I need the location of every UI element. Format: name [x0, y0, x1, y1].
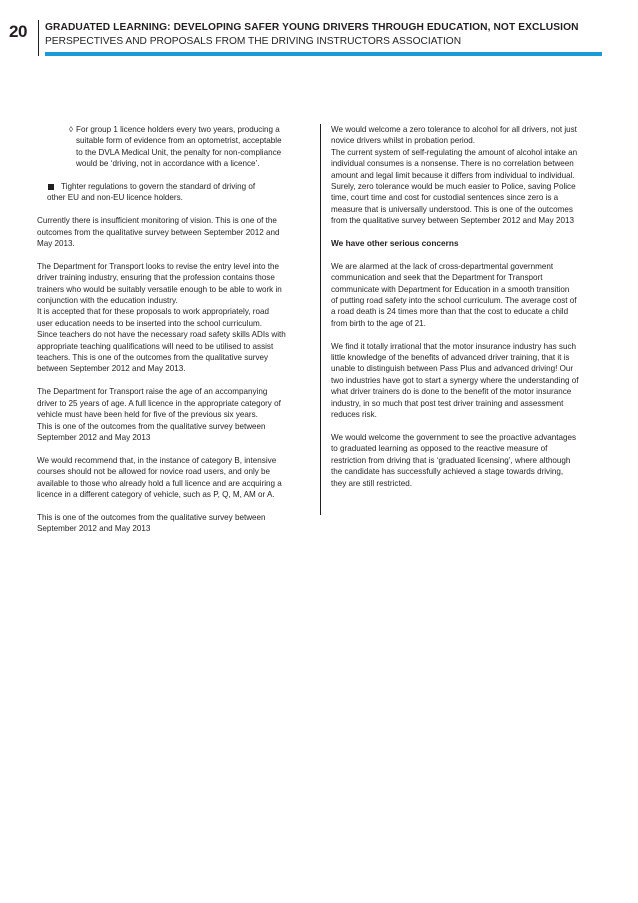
- text-line: a road death is 24 times more than that the cost to educate a child: [331, 307, 569, 317]
- paragraph: [37, 386, 309, 443]
- text-line: suitable form of evidence from an optometrist, acceptable: [76, 136, 282, 146]
- text-line: driver training industry, ensuring that the profession contains those: [37, 273, 275, 283]
- text-line: from birth to the age of 21.: [331, 318, 426, 328]
- text-line: The Department for Transport raise the age of an accompanying: [37, 387, 268, 397]
- section-heading: We have other serious concerns: [331, 238, 459, 249]
- text-line: Surely, zero tolerance would be much easier to Police, saving Police: [331, 182, 576, 192]
- text-line: May 2013.: [37, 239, 75, 249]
- paragraph: [331, 124, 603, 227]
- text-line: For group 1 licence holders every two years, producing a: [76, 125, 280, 134]
- square-bullet-item: [37, 181, 309, 204]
- text-line: they are still restricted.: [331, 478, 412, 488]
- text-line: Since teachers do not have the necessary road safety skills ADIs with: [37, 330, 286, 340]
- text-line: would be ‘driving, not in accordance with a licence’.: [76, 159, 260, 169]
- text-line: to graduated learning as opposed to the reactive measure of: [331, 444, 548, 454]
- text-line: This is one of the outcomes from the qualitative survey between: [37, 421, 266, 431]
- left-column: [37, 124, 309, 546]
- column-divider: [320, 124, 321, 515]
- text-line: courses should not be allowed for novice road users, and only be: [37, 467, 271, 477]
- text-line: vehicle must have been held for five of the previous six years.: [37, 410, 258, 420]
- text-line: little knowledge of the benefits of advanced driver training, that it is: [331, 353, 570, 363]
- text-line: outcomes from the qualitative survey between September 2012 and: [37, 227, 280, 237]
- text-line: We would welcome the government to see the proactive advantages: [331, 432, 577, 442]
- text-line: novice drivers whilst in probation period.: [331, 136, 475, 146]
- paragraph: [37, 455, 309, 501]
- page-number: 20: [9, 22, 27, 41]
- text-line: time, court time and cost for custodial sentences since zero is a: [331, 193, 559, 203]
- text-line: communication and seek that the Department for Transport: [331, 273, 543, 283]
- text-line: The Department for Transport looks to revise the entry level into the: [37, 261, 280, 271]
- paragraph: [37, 261, 309, 375]
- paragraph: [37, 512, 309, 535]
- header-accent-bar: [45, 52, 602, 56]
- text-line: unable to distinguish between Pass Plus and advanced driving! Our: [331, 364, 574, 374]
- square-bullet-icon: [48, 184, 54, 190]
- text-line: the candidate has successfully achieved a stage towards driving,: [331, 467, 564, 477]
- text-line: teachers. This is one of the outcomes from the qualitative survey: [37, 353, 269, 363]
- sub-bullet-item: [37, 124, 309, 170]
- text-line: restriction from driving that is ‘graduated licensing’, where although: [331, 455, 571, 465]
- paragraph: [331, 261, 603, 329]
- text-line: individual consumes is a nonsense. There is no correlation between: [331, 159, 574, 169]
- text-line: industry, in so much that post test driver training and assessment: [331, 398, 564, 408]
- header-subtitle: PERSPECTIVES AND PROPOSALS FROM THE DRIVING INSTRUCTORS ASSOCIATION: [45, 36, 462, 47]
- text-line: between September 2012 and May 2013.: [37, 364, 186, 374]
- text-line: driver to 25 years of age. A full licence in the appropriate category of: [37, 398, 281, 408]
- text-line: Tighter regulations to govern the standard of driving of: [61, 182, 256, 192]
- text-line: trainers who would be suitably versatile enough to be able to work in: [37, 284, 282, 294]
- text-line: September 2012 and May 2013: [37, 432, 151, 442]
- text-line: It is accepted that for these proposals to work appropriately, road: [37, 307, 269, 317]
- text-line: of putting road safety into the school curriculum. The average cost of: [331, 296, 577, 306]
- text-line: from the qualitative survey between September 2012 and May 2013: [331, 216, 574, 226]
- text-line: We are alarmed at the lack of cross-departmental government: [331, 261, 554, 271]
- right-column: [331, 124, 603, 500]
- text-line: appropriate teaching qualifications will need to be utilised to assist: [37, 341, 274, 351]
- diamond-bullet-icon: ◊: [69, 125, 73, 134]
- text-line: We would welcome a zero tolerance to alcohol for all drivers, not just: [331, 125, 577, 134]
- text-line: measure that is universally understood. This is one of the outcomes: [331, 204, 573, 214]
- text-line: reduces risk.: [331, 410, 377, 420]
- text-line: amount and legal limit because it differs from individual to individual.: [331, 170, 575, 180]
- paragraph: [331, 341, 603, 421]
- text-line: Currently there is insufficient monitoring of vision. This is one of the: [37, 216, 277, 226]
- text-line: to the DVLA Medical Unit, the penalty for non-compliance: [76, 147, 282, 157]
- text-line: We find it totally irrational that the motor insurance industry has such: [331, 341, 577, 351]
- text-line: two industries have got to start a synergy where the understanding of: [331, 375, 579, 385]
- text-line: communicate with Department for Education in a smooth transition: [331, 284, 570, 294]
- text-line: available to those who already hold a full licence and are acquiring a: [37, 478, 282, 488]
- text-line: what driver trainers do is done to the benefit of the motor insurance: [331, 387, 572, 397]
- paragraph: [331, 432, 603, 489]
- text-line: We would recommend that, in the instance of category B, intensive: [37, 455, 277, 465]
- text-line: other EU and non-EU licence holders.: [47, 193, 183, 203]
- text-line: user education needs to be inserted into the school curriculum.: [37, 318, 262, 328]
- text-line: September 2012 and May 2013: [37, 524, 151, 534]
- text-line: licence in a different category of vehicle, such as P, Q, M, AM or A.: [37, 489, 275, 499]
- text-line: This is one of the outcomes from the qualitative survey between: [37, 512, 266, 522]
- header-title: GRADUATED LEARNING: DEVELOPING SAFER YOUNG DRIVERS THROUGH EDUCATION, NOT EXCLUSION: [45, 22, 579, 33]
- header-divider: [38, 20, 39, 56]
- text-line: conjunction with the education industry.: [37, 296, 178, 306]
- text-line: The current system of self-regulating the amount of alcohol intake an: [331, 147, 578, 157]
- paragraph: [37, 215, 309, 249]
